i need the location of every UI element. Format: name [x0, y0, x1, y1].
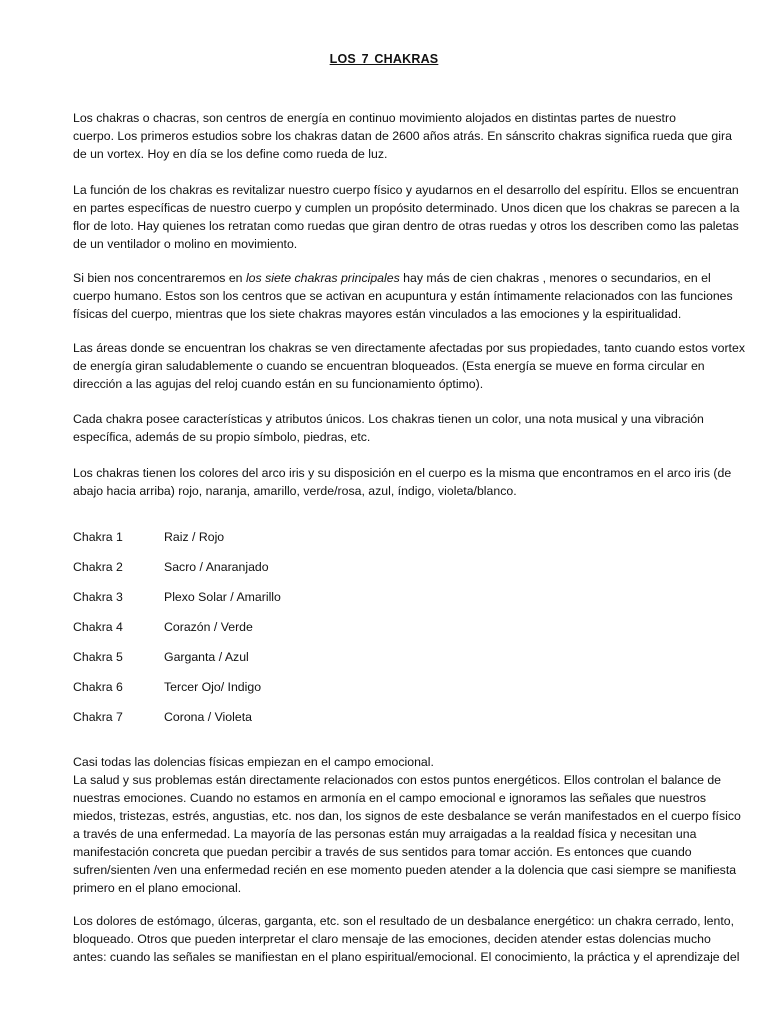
- text-line: La función de los chakras es revitalizar nuestro cuerpo físico y ayudarnos en el desarrollo del espíritu. Ellos se encuentran: [73, 183, 739, 197]
- italic-text: los siete chakras principales: [245, 271, 404, 285]
- paragraph-attributes: [73, 410, 713, 446]
- text-line: Cada chakra posee características y atributos únicos. Los chakras tienen un color, una nota musical y una vibración: [73, 412, 704, 426]
- paragraph-colors: [73, 464, 732, 500]
- paragraph-intro: [73, 109, 732, 163]
- text-line: cuerpo. Los primeros estudios sobre los chakras datan de 2600 años atrás. En sánscrito chakras significa rueda que gira: [73, 129, 732, 143]
- chakra-name: Plexo Solar / Amarillo: [164, 590, 281, 604]
- text-line: bloqueado. Otros que pueden interpretar el claro mensaje de las emociones, deciden atender estas dolencias mucho: [73, 932, 711, 946]
- text-line: antes: cuando las señales se manifiestan en el plano espiritual/emocional. El conocimiento, la práctica y el aprendizaje del: [73, 950, 740, 964]
- chakra-name: Sacro / Anaranjado: [164, 560, 269, 574]
- text-line: [73, 269, 713, 287]
- text-line: de un vortex. Hoy en día se los define como rueda de luz.: [73, 147, 388, 161]
- chakra-name: Corazón / Verde: [164, 620, 253, 634]
- chakra-number: Chakra 1: [73, 530, 123, 544]
- text-segment: Si bien nos concentraremos en: [73, 271, 246, 285]
- document-title: LOS 7 CHAKRAS: [329, 52, 439, 66]
- chakra-name: Tercer Ojo/ Indigo: [164, 680, 262, 694]
- chakra-number: Chakra 7: [73, 710, 123, 724]
- chakra-number: Chakra 4: [73, 620, 123, 634]
- text-line: abajo hacia arriba) rojo, naranja, amarillo, verde/rosa, azul, índigo, violeta/blanco.: [73, 484, 517, 498]
- text-line: específica, además de su propio símbolo, piedras, etc.: [73, 430, 371, 444]
- text-line: Los chakras o chacras, son centros de energía en continuo movimiento alojados en distintas partes de nuestro: [73, 111, 676, 125]
- text-line: Los chakras tienen los colores del arco iris y su disposición en el cuerpo es la misma que encontramos en el arco iris (de: [73, 466, 732, 480]
- text-line: de energía giran saludablemente o cuando se encuentran bloqueados. (Esta energía se mueve en forma circular en: [73, 359, 705, 373]
- paragraph-areas: [73, 339, 745, 393]
- text-line: nuestras emociones. Cuando no estamos en armonía en el campo emocional e ignoramos las señales que nuestros: [73, 791, 706, 805]
- text-line: manifestación concreta que puedan percibir a través de sus sentidos para tomar acción. Es entonces que cuando: [73, 845, 692, 859]
- text-line: primero en el plano emocional.: [73, 881, 242, 895]
- chakra-number: Chakra 6: [73, 680, 123, 694]
- chakra-name: Garganta / Azul: [164, 650, 249, 664]
- chakra-number: Chakra 3: [73, 590, 123, 604]
- paragraph-emotional: [73, 753, 741, 897]
- text-line: sufren/sienten /ven una enfermedad recién en ese momento pueden atender a la dolencia que casi siempre se manifiesta: [73, 863, 737, 877]
- text-line: Los dolores de estómago, úlceras, garganta, etc. son el resultado de un desbalance energético: un chakra cerrado, lento,: [73, 914, 735, 928]
- paragraph-function: [73, 181, 740, 253]
- text-line: físicas del cuerpo, mientras que los siete chakras mayores están vinculados a las emociones y la espiritualidad.: [73, 307, 682, 321]
- text-line: en partes específicas de nuestro cuerpo y cumplen un propósito determinado. Unos dicen que los chakras se parecen a la: [73, 201, 740, 215]
- text-segment: hay más de cien chakras , menores o secundarios, en el: [403, 271, 711, 285]
- paragraph-main-chakras: [73, 269, 733, 323]
- chakra-number: Chakra 5: [73, 650, 123, 664]
- text-line: flor de loto. Hay quienes los retratan como ruedas que giran dentro de otras ruedas y otros los describen como las paletas: [73, 219, 739, 233]
- text-line: Casi todas las dolencias físicas empiezan en el campo emocional.: [73, 755, 434, 769]
- paragraph-pains: [73, 912, 740, 966]
- text-line: cuerpo humano. Estos son los centros que se activan en acupuntura y están íntimamente relacionados con las funciones: [73, 289, 733, 303]
- text-line: miedos, tristezas, estrés, angustias, etc. nos dan, los signos de este desbalance se verán manifestados en el cuerpo físico: [73, 809, 741, 823]
- text-line: de un ventilador o molino en movimiento.: [73, 237, 298, 251]
- text-line: Las áreas donde se encuentran los chakras se ven directamente afectadas por sus propiedades, tanto cuando estos vortex: [73, 341, 745, 355]
- chakra-name: Corona / Violeta: [164, 710, 252, 724]
- chakra-name: Raiz / Rojo: [164, 530, 225, 544]
- text-line: a través de una enfermedad. La mayoría de las personas están muy arraigadas a la realdad física y necesitan una: [73, 827, 697, 841]
- text-line: La salud y sus problemas están directamente relacionados con estos puntos energéticos. Ellos controlan el balance de: [73, 773, 722, 787]
- chakra-number: Chakra 2: [73, 560, 123, 574]
- text-line: dirección a las agujas del reloj cuando están en su funcionamiento óptimo).: [73, 377, 484, 391]
